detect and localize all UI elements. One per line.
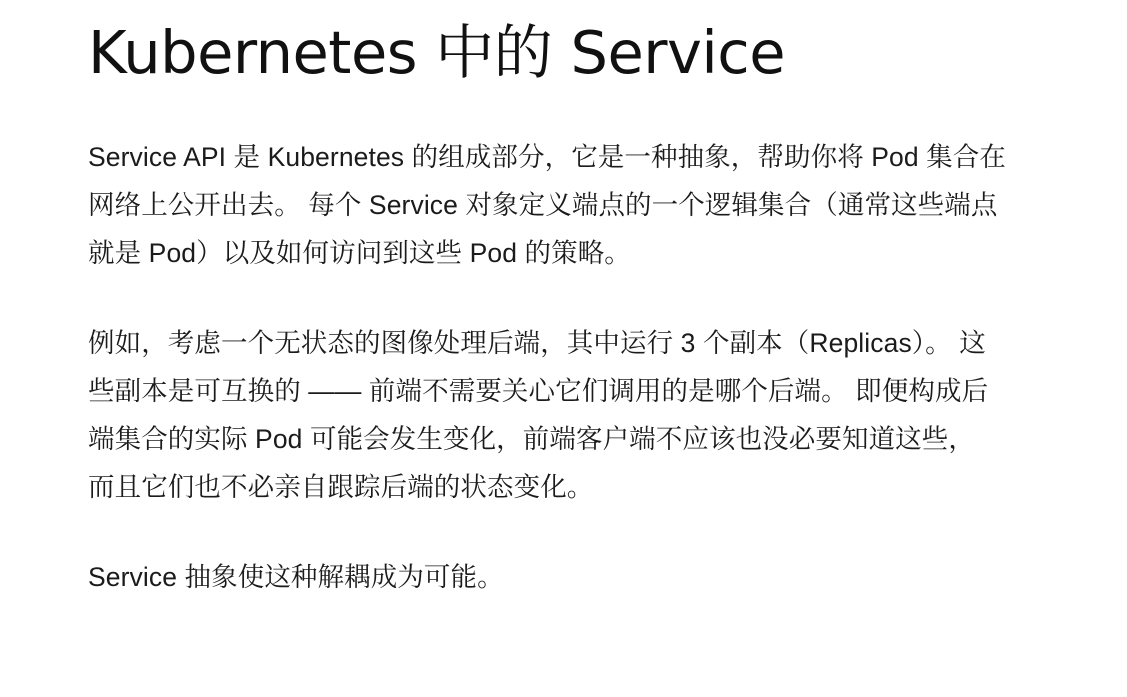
paragraph-abstraction: Service 抽象使这种解耦成为可能。 (88, 561, 504, 592)
paragraph-service-api: Service API 是 Kubernetes 的组成部分，它是一种抽象，帮助你将 Pod 集合在网络上公开出去。 每个 Service 对象定义端点的一个逻辑集合（通常这些端点就是 Pod）以及如何访问到这些 Pod 的策略。 (88, 141, 1006, 268)
page-title: Kubernetes 中的 Service (88, 18, 786, 87)
paragraph-example-backend: 例如，考虑一个无状态的图像处理后端，其中运行 3 个副本（Replicas）。 这些副本是可互换的 —— 前端不需要关心它们调用的是哪个后端。 即便构成后端集合的实际 Pod 可能会发生变化，前端客户端不应该也没必要知道这些， 而且它们也不必亲自跟踪后端的状态变化。 (88, 327, 989, 502)
